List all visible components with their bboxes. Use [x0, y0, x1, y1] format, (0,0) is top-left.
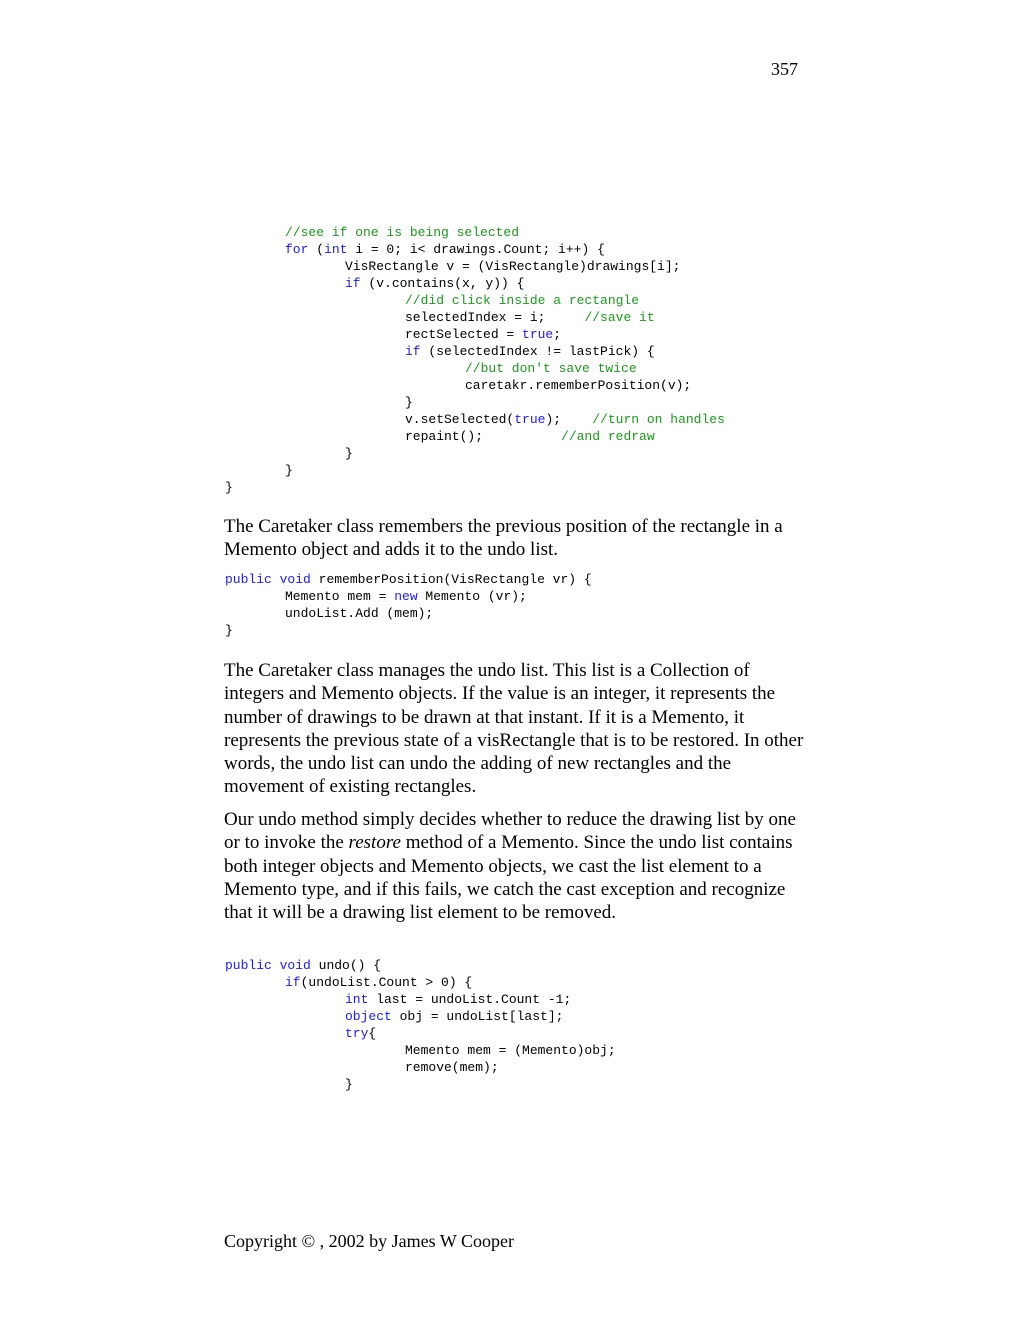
- code-text: v.setSelected(: [405, 412, 515, 427]
- paragraph-undo-method: [224, 808, 804, 924]
- code-keyword: if: [405, 344, 421, 359]
- code-text: rectSelected =: [405, 327, 523, 342]
- code-text: undo() {: [310, 958, 382, 973]
- code-text: Memento mem =: [285, 589, 395, 604]
- code-line: [405, 411, 725, 428]
- code-keyword: true: [514, 412, 546, 427]
- code-line: [345, 445, 353, 462]
- copyright-footer: Copyright © , 2002 by James W Cooper: [224, 1231, 514, 1251]
- page-number: 357: [771, 59, 798, 79]
- code-line: [225, 622, 233, 639]
- code-line: [405, 428, 655, 445]
- code-line: [225, 479, 233, 496]
- paragraph-undo-method-end: method of a Memento. Since the undo list contains both integer objects and Memento objects, we cast the list element to a Memento type, and if this fails, we catch the cast exception and recognize that it will be a drawing list element to be removed.: [224, 832, 793, 924]
- paragraph-caretaker-remembers: The Caretaker class remembers the previous position of the rectangle in a Memento object and adds it to the undo list.: [224, 516, 783, 561]
- code-line: [405, 394, 413, 411]
- code-keyword: if: [345, 276, 361, 291]
- code-text: }: [225, 623, 233, 638]
- code-text: Memento mem = (Memento)obj;: [405, 1043, 616, 1058]
- code-text: }: [405, 395, 413, 410]
- code-comment: //but don't save twice: [465, 361, 637, 376]
- code-text: last = undoList.Count -1;: [368, 992, 572, 1007]
- code-line: [405, 326, 561, 343]
- code-line: [405, 343, 655, 360]
- code-text: caretakr.rememberPosition(v);: [465, 378, 692, 393]
- code-line: [285, 224, 519, 241]
- code-text: [272, 958, 280, 973]
- code-text: rememberPosition(VisRectangle vr) {: [310, 572, 592, 587]
- code-text: undoList.Add (mem);: [285, 606, 434, 621]
- code-keyword: int: [324, 242, 348, 257]
- code-line: [345, 1008, 563, 1025]
- code-line: [285, 241, 605, 258]
- paragraph-undo-method-start: Our undo method simply decides whether to reduce the drawing list by one or to invoke the: [224, 809, 796, 854]
- code-text: (: [308, 242, 325, 257]
- code-line: [285, 462, 293, 479]
- code-keyword: true: [522, 327, 554, 342]
- code-text: i = 0; i< drawings.Count; i++) {: [347, 242, 605, 257]
- code-text: }: [345, 1077, 353, 1092]
- code-keyword: public: [225, 572, 272, 587]
- code-text: }: [285, 463, 293, 478]
- code-comment: //did click inside a rectangle: [405, 293, 640, 308]
- code-comment: //save it: [584, 310, 655, 325]
- code-keyword: int: [345, 992, 369, 1007]
- code-line: [225, 957, 381, 974]
- code-keyword: object: [345, 1009, 392, 1024]
- code-text: obj = undoList[last];: [391, 1009, 564, 1024]
- code-keyword: for: [285, 242, 309, 257]
- code-keyword: if: [285, 975, 301, 990]
- code-text: selectedIndex = i;: [405, 310, 585, 325]
- code-line: [345, 991, 571, 1008]
- code-line: [345, 1025, 376, 1042]
- code-text: (undoList.Count > 0) {: [300, 975, 473, 990]
- code-comment: //turn on handles: [592, 412, 725, 427]
- code-line: [345, 275, 524, 292]
- code-line: [225, 571, 592, 588]
- code-text: ;: [553, 327, 562, 342]
- code-text: (selectedIndex != lastPick) {: [420, 344, 655, 359]
- code-text: }: [225, 480, 233, 495]
- code-keyword: public: [225, 958, 272, 973]
- code-text: repaint();: [405, 429, 562, 444]
- code-text: remove(mem);: [405, 1060, 499, 1075]
- code-keyword: void: [279, 572, 311, 587]
- code-comment: //see if one is being selected: [285, 225, 520, 240]
- code-text: Memento (vr);: [417, 589, 527, 604]
- code-text: [272, 572, 280, 587]
- code-keyword: try: [345, 1026, 369, 1041]
- code-text: VisRectangle v = (VisRectangle)drawings[i];: [345, 259, 681, 274]
- code-text: );: [545, 412, 593, 427]
- code-line: [285, 605, 433, 622]
- code-keyword: new: [394, 589, 418, 604]
- code-line: [465, 360, 637, 377]
- code-text: {: [368, 1026, 377, 1041]
- code-text: (v.contains(x, y)) {: [360, 276, 525, 291]
- restore-emphasis: restore: [348, 832, 401, 854]
- code-line: [285, 974, 472, 991]
- code-line: [405, 1059, 499, 1076]
- code-line: [285, 588, 527, 605]
- code-line: [345, 1076, 353, 1093]
- code-line: [465, 377, 691, 394]
- code-keyword: void: [279, 958, 311, 973]
- code-comment: //and redraw: [561, 429, 655, 444]
- paragraph-caretaker-manages: The Caretaker class manages the undo list. This list is a Collection of integers and Memento objects. If the value is an integer, it represents the number of drawings to be drawn at that instant. If it is a Memento, it represents the previous state of a visRectangle that is to be restored. In other words, the undo list can undo the adding of new rectangles and the movement of existing rectangles.: [224, 660, 804, 798]
- code-line: [405, 309, 655, 326]
- code-text: }: [345, 446, 353, 461]
- code-line: [345, 258, 680, 275]
- code-line: [405, 292, 639, 309]
- code-line: [405, 1042, 616, 1059]
